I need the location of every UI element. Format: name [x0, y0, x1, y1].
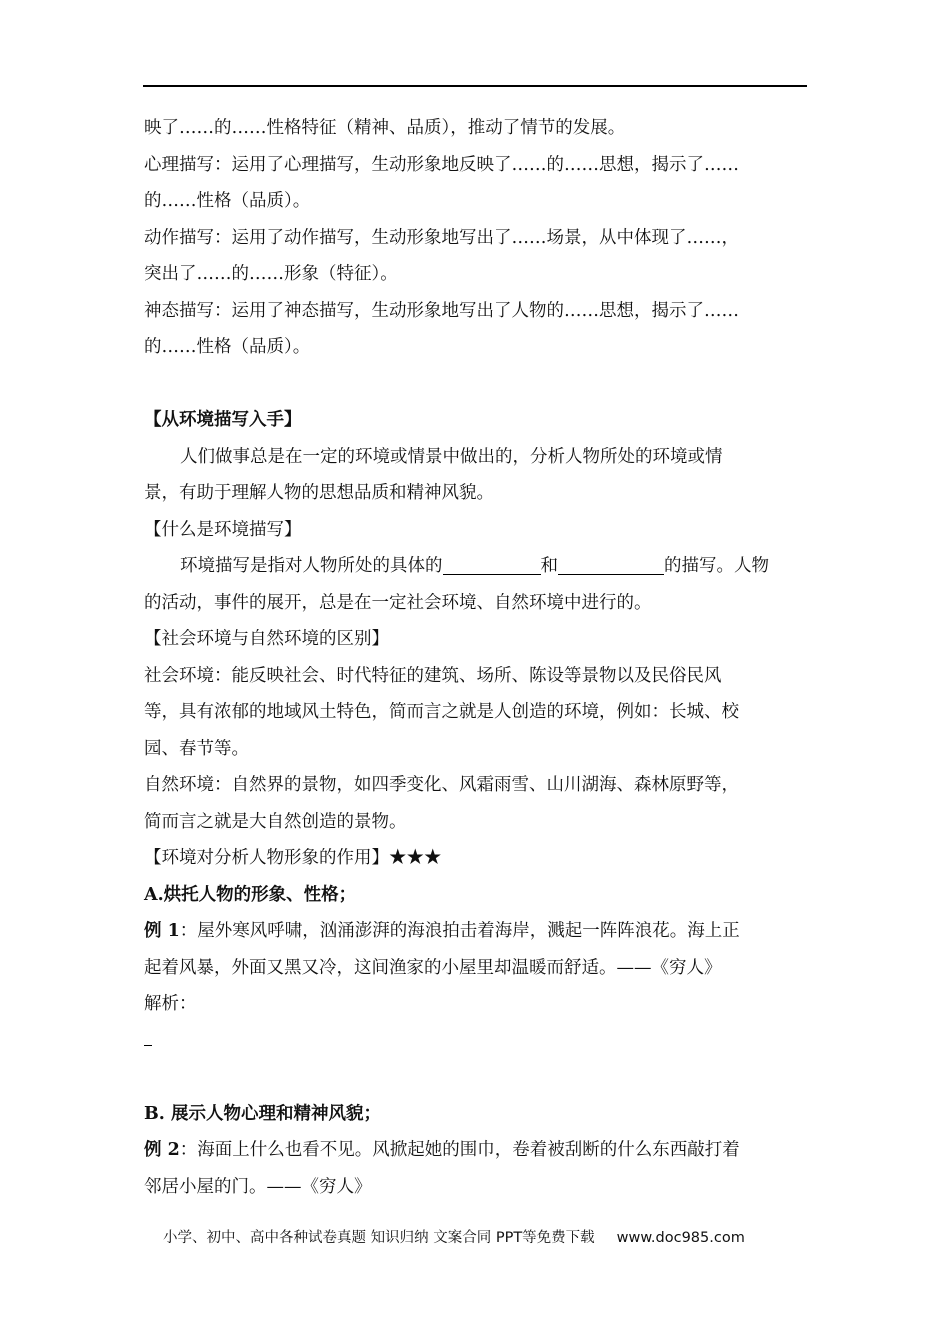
text-fragment: ：海面上什么也看不见。风掀起她的围巾，卷着被刮断的什么东西敲打着: [179, 1140, 740, 1160]
page-footer: [163, 1226, 803, 1248]
document-body: [144, 110, 809, 1205]
text-fragment: ：屋外寒风呼啸，汹涌澎湃的海浪拍击着海岸，溅起一阵阵浪花。海上正: [179, 921, 740, 941]
text-line: 突出了……的……形象（特征）。: [144, 264, 398, 284]
subsection-title: A.烘托人物的形象、性格；: [144, 884, 357, 905]
answer-blank[interactable]: [443, 552, 541, 575]
answer-blank[interactable]: [558, 552, 664, 575]
footer-text: 小学、初中、高中各种试卷真题 知识归纳 文案合同 PPT等免费下载: [163, 1230, 595, 1246]
section-heading: 【环境对分析人物形象的作用】★★★: [144, 848, 442, 868]
fill-blank-line: [144, 548, 809, 585]
example-label: 例 1: [144, 921, 180, 941]
text-line: 心理描写：运用了心理描写，生动形象地反映了……的……思想，揭示了……: [144, 154, 739, 175]
spacer: [144, 1059, 809, 1096]
text-line: 简而言之就是大自然创造的景物。: [144, 811, 407, 832]
text-fragment: 的描写。人物: [664, 556, 769, 576]
section-heading: 【从环境描写入手】: [144, 410, 302, 430]
text-line: 的……性格（品质）。: [144, 337, 311, 357]
text-line: 社会环境：能反映社会、时代特征的建筑、场所、陈设等景物以及民俗民风: [144, 665, 722, 686]
section-heading: 【社会环境与自然环境的区别】: [144, 629, 389, 649]
text-line: 的活动，事件的展开，总是在一定社会环境、自然环境中进行的。: [144, 592, 652, 613]
text-line: 园、春节等。: [144, 738, 249, 759]
text-fragment: 环境描写是指对人物所处的具体的: [180, 556, 443, 576]
answer-line: [144, 1023, 809, 1060]
footer-url[interactable]: www.doc985.com: [616, 1230, 745, 1246]
text-line: 神态描写：运用了神态描写，生动形象地写出了人物的……思想，揭示了……: [144, 300, 739, 321]
subsection-title: B. 展示人物心理和精神风貌；: [144, 1103, 381, 1124]
header-rule: [143, 85, 807, 87]
text-line: 邻居小屋的门。——《穷人》: [144, 1176, 372, 1197]
text-line: 起着风暴，外面又黑又冷，这间渔家的小屋里却温暖而舒适。——《穷人》: [144, 957, 722, 978]
text-fragment: 和: [540, 556, 558, 576]
section-heading: 【什么是环境描写】: [144, 519, 302, 540]
answer-blank[interactable]: [144, 1027, 152, 1046]
text-line: 等，具有浓郁的地域风土特色，简而言之就是人创造的环境，例如：长城、校: [144, 702, 739, 722]
text-line: 自然环境：自然界的景物，如四季变化、风霜雨雪、山川湖海、森林原野等，: [144, 775, 739, 795]
text-line: 景，有助于理解人物的思想品质和精神风貌。: [144, 483, 494, 503]
text-line: 动作描写：运用了动作描写，生动形象地写出了……场景，从中体现了……，: [144, 227, 739, 248]
example-line: [144, 1132, 809, 1169]
text-line: 的……性格（品质）。: [144, 191, 311, 211]
text-line: 人们做事总是在一定的环境或情景中做出的，分析人物所处的环境或情: [180, 446, 723, 467]
example-label: 例 2: [144, 1140, 180, 1160]
example-line: [144, 913, 809, 950]
analysis-label: 解析：: [144, 994, 197, 1014]
text-line: 映了……的……性格特征（精神、品质），推动了情节的发展。: [144, 118, 626, 138]
spacer: [144, 366, 809, 403]
